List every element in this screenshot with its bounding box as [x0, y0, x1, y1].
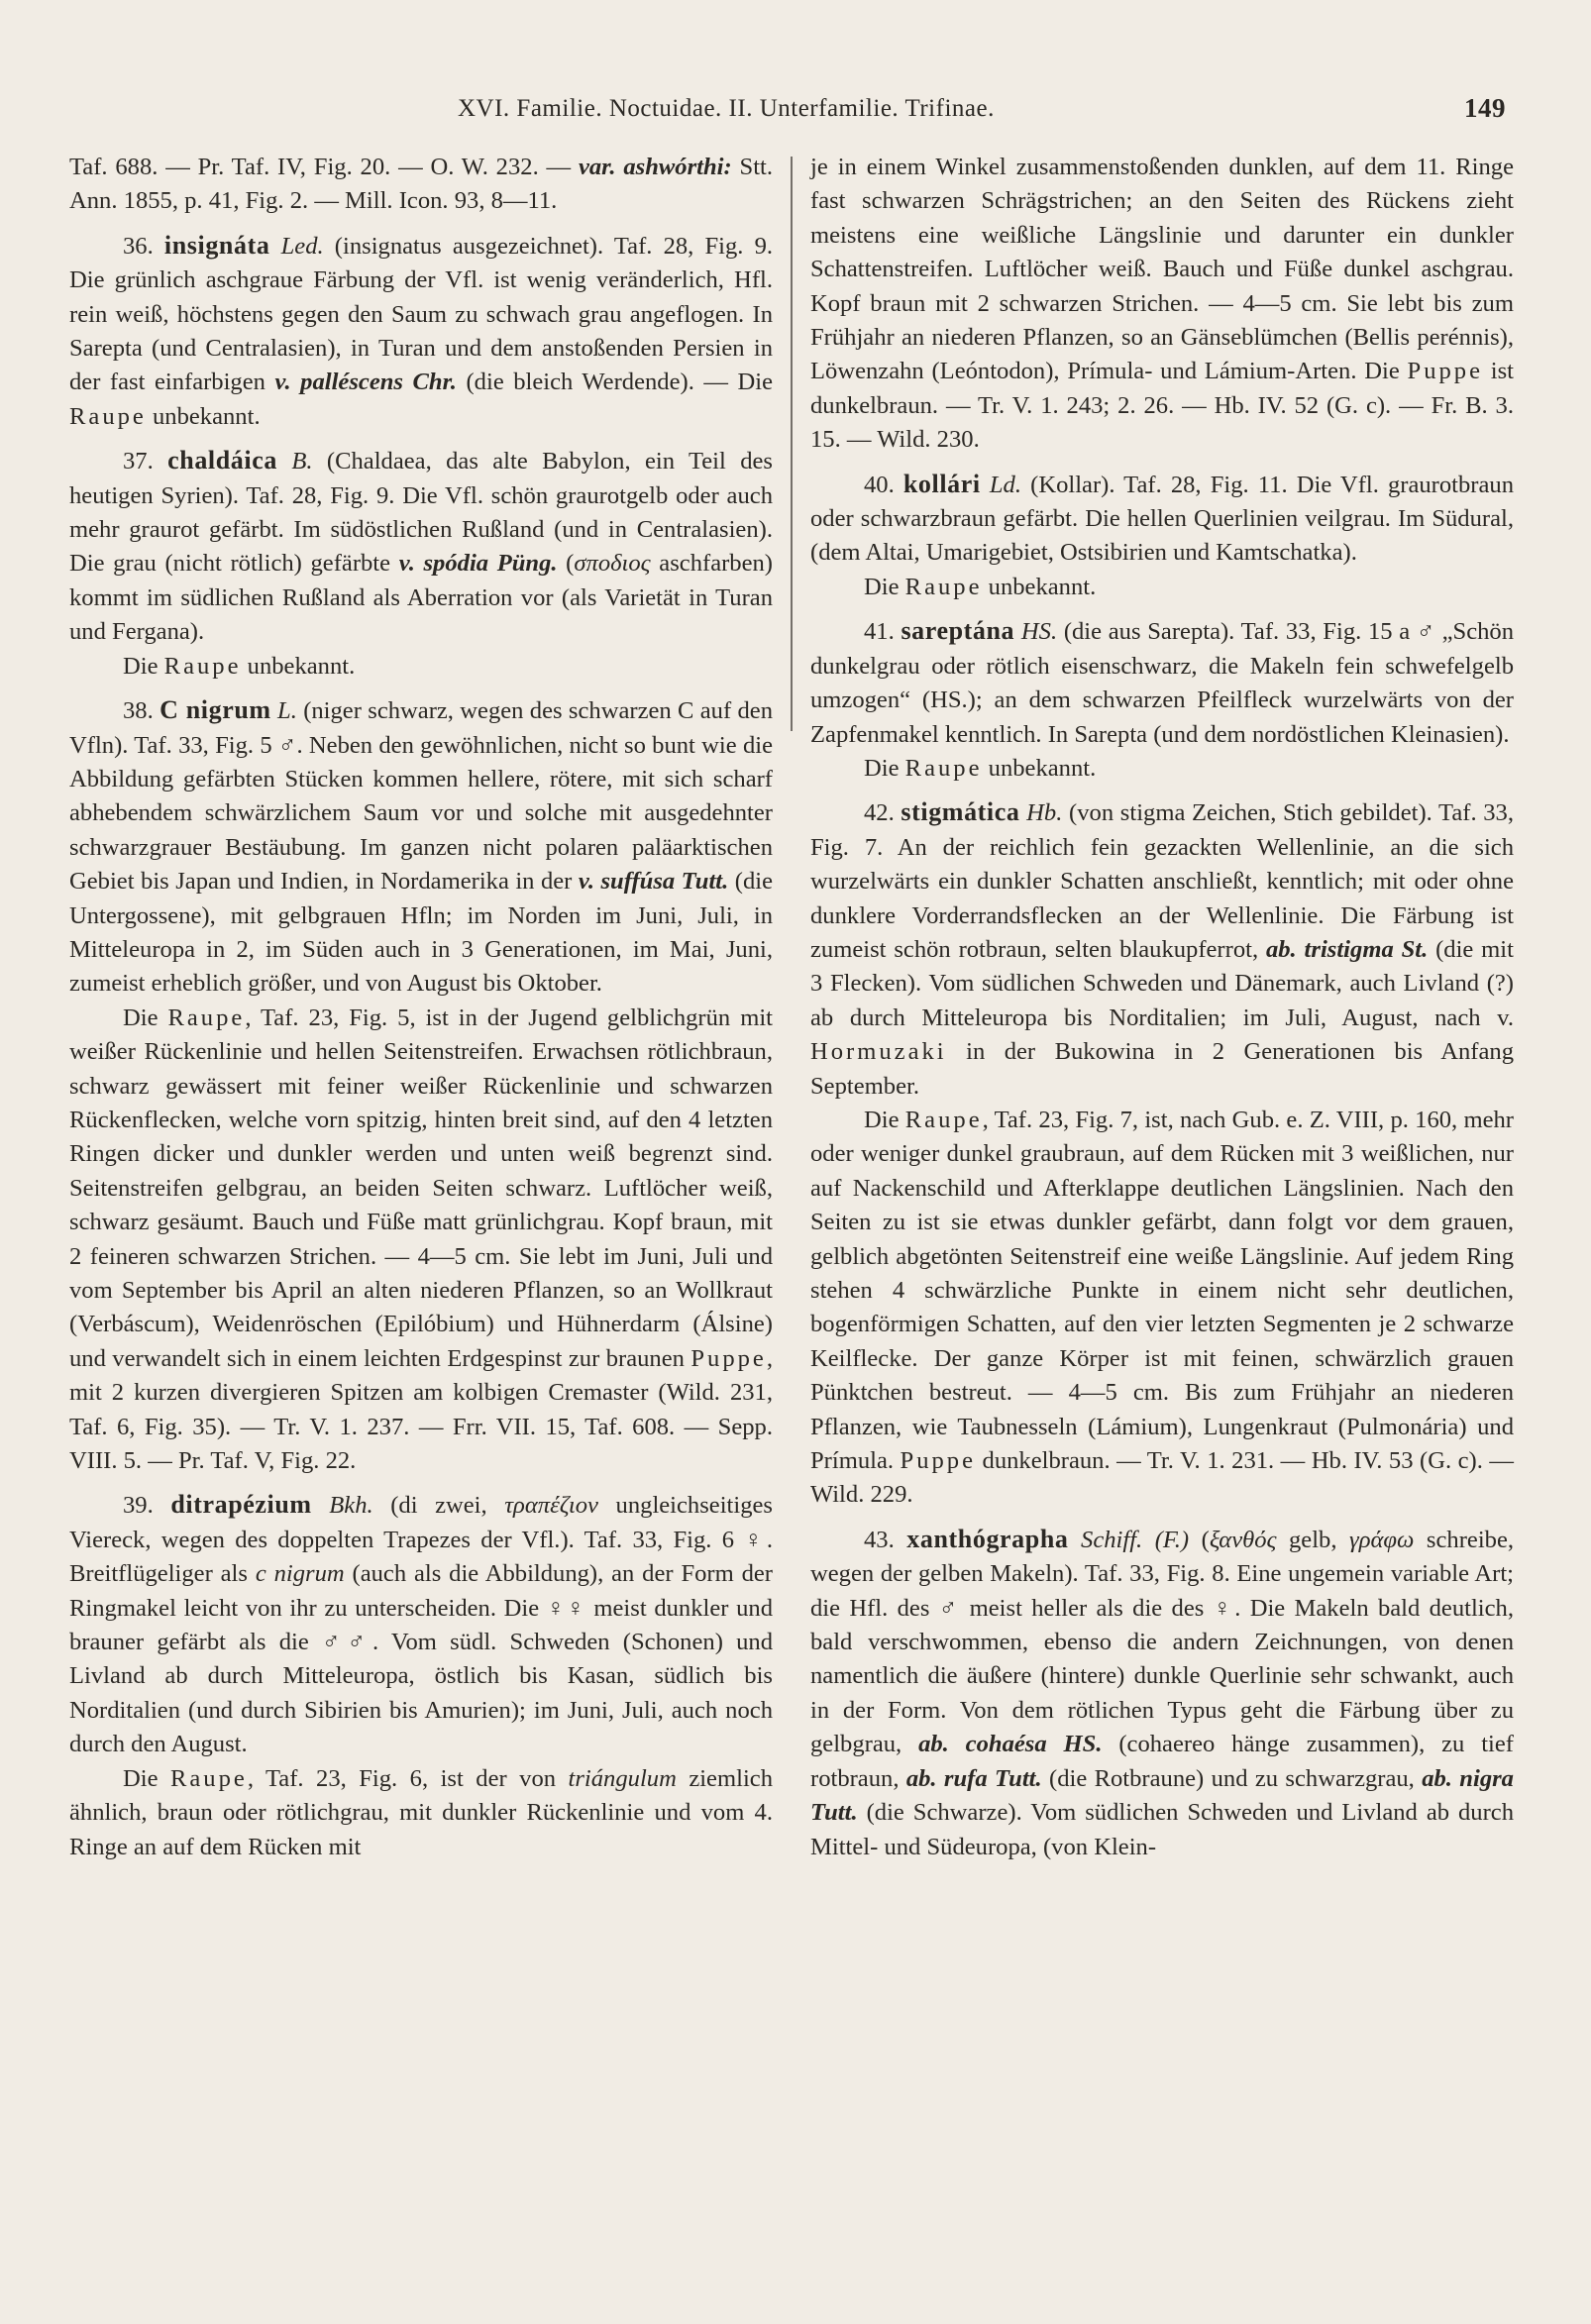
right-column: [810, 151, 1514, 1874]
paragraph: 42. stigmática Hb. (von stigma Zeichen, Stich gebildet). Taf. 33, Fig. 7. An der reichlich fein gezackten Wellenlinie, an die sich wurzelwärts ein dunkler Schatten anschließt, kenntlich; mit oder ohne dunklere Vorderrandsflecken an der Wellenlinie. Die Färbung ist zumeist schön rotbraun, selten blaukupferrot, ab. tristigma St. (die mit 3 Flecken). Vom südlichen Schweden und Dänemark, auch Livland (?) ab durch Mitteleuropa bis Norditalien; im Juli, August, nach v. Hormuzaki in der Bukowina in 2 Generationen bis Anfang September.: [810, 797, 1514, 1100]
paragraph: Die Raupe, Taf. 23, Fig. 6, ist der von triángulum ziemlich ähnlich, braun oder rötlichgrau, mit dunkler Rückenlinie und vom 4. Ringe an auf dem Rücken mit: [69, 1764, 773, 1860]
paragraph: je in einem Winkel zusammenstoßenden dunklen, auf dem 11. Ringe fast schwarzen Schrägstrichen; an den Seiten des Rückens zieht meistens eine weißliche Längslinie und darunter ein dunkler Schattenstreifen. Luftlöcher weiß. Bauch und Füße dunkel aschgrau. Kopf braun mit 2 schwarzen Strichen. — 4—5 cm. Sie lebt bis zum Frühjahr an niederen Pflanzen, so an Gänseblümchen (Bellis perénnis), Löwenzahn (Leóntodon), Prímula- und Lámium-Arten. Die Puppe ist dunkelbraun. — Tr. V. 1. 243; 2. 26. — Hb. IV. 52 (G. c). — Fr. B. 3. 15. — Wild. 230.: [810, 154, 1514, 454]
paragraph: 37. chaldáica B. (Chaldaea, das alte Babylon, ein Teil des heutigen Syrien). Taf. 28, Fig. 9. Die Vfl. schön graurotgelb oder auch mehr graurot gefärbt. Im südöstlichen Rußland (und in Centralasien). Die grau (nicht rötlich) gefärbte v. spódia Püng. (σποδιος aschfarben) kommt im südlichen Rußland als Aberration vor (als Varietät in Turan und Fergana).: [69, 446, 774, 646]
paragraph: 39. ditrapézium Bkh. (di zwei, τραπέζιον ungleichseitiges Viereck, wegen des doppelten Trapezes der Vfl.). Taf. 33, Fig. 6 ♀. Breitflügeliger als c nigrum (auch als die Abbildung), an der Form der Ringmakel leicht von ihr zu unterscheiden. Die ♀♀ meist dunkler und brauner gefärbt als die ♂♂. Vom südl. Schweden (Schonen) und Livland ab durch Mitteleuropa, östlich bis Kasan, südlich bis Norditalien (und durch Sibirien bis Amurien); im Juni, Juli, auch noch durch den August.: [69, 1490, 774, 1758]
paragraph: 43. xanthógrapha Schiff. (F.) (ξανθός gelb, γράφω schreibe, wegen der gelben Makeln). Taf. 33, Fig. 8. Eine ungemein variable Art; die Hfl. des ♂ meist heller als die des ♀. Die Makeln bald deutlich, bald verschwommen, ebenso die andern Zeichnungen, von denen namentlich die äußere (hintere) dunkle Querlinie sehr schwankt, auch in der Form. Von dem rötlichen Typus geht die Färbung über zu gelbgrau, ab. cohaésa HS. (cohaereo hänge zusammen), zu tief rotbraun, ab. rufa Tutt. (die Rotbraune) und zu schwarzgrau, ab. nigra Tutt. (die Schwarze). Vom südlichen Schweden und Livland ab durch Mittel- und Südeuropa, (von Klein-: [810, 1524, 1515, 1860]
page-number: 149: [1464, 93, 1506, 123]
running-header: [69, 91, 1516, 131]
paragraph: Die Raupe unbekannt.: [123, 652, 356, 680]
paragraph: 36. insignáta Led. (insignatus ausgezeichnet). Taf. 28, Fig. 9. Die grünlich aschgraue Färbung der Vfl. ist wenig veränderlich, Hfl. rein weiß, höchstens gegen den Saum zu schwach grau angeflogen. In Sarepta (und Centralasien), in Turan und dem anstoßenden Persien in der fast einfarbigen v. palléscens Chr. (die bleich Werdende). — Die Raupe unbekannt.: [69, 230, 774, 430]
running-title: XVI. Familie. Noctuidae. II. Unterfamilie. Trifinae.: [458, 95, 995, 122]
paragraph: Die Raupe unbekannt.: [864, 573, 1097, 600]
paragraph: 41. sareptána HS. (die aus Sarepta). Taf. 33, Fig. 15 a ♂ „Schön dunkelgrau oder rötlich eisenschwarz, die Makeln fein schwefelgelb umzogen“ (HS.); an dem schwarzen Pfeilfleck wurzelwärts von der Zapfenmakel kenntlich. In Sarepta (und dem nordöstlichen Kleinasien).: [810, 616, 1514, 748]
paragraph: Die Raupe unbekannt.: [864, 754, 1097, 782]
paragraph: Die Raupe, Taf. 23, Fig. 5, ist in der Jugend gelblichgrün mit weißer Rückenlinie und hellen Seitenstreifen. Erwachsen rötlichbraun, schwarz gewässert mit feiner weißer Rückenlinie und schwarzen Rückenflecken, welche vorn spitzig, hinten breit sind, auf den 4 letzten Ringen dicker und dunkler werden und unten weiß begrenzt sind. Seitenstreifen gelbgrau, an beiden Seiten schwarz. Luftlöcher weiß, schwarz gesäumt. Bauch und Füße matt grünlichgrau. Kopf braun, mit 2 feineren schwarzen Strichen. — 4—5 cm. Sie lebt im Juni, Juli und vom September bis April an alten niederen Pflanzen, so an Wollkraut (Verbáscum), Weidenröschen (Epilóbium) und Hühnerdarm (Álsine) und verwandelt sich in einem leichten Erdgespinst zur braunen Puppe, mit 2 kurzen divergieren Spitzen am kolbigen Cremaster (Wild. 231, Taf. 6, Fig. 35). — Tr. V. 1. 237. — Frr. VII. 15, Taf. 608. — Sepp. VIII. 5. — Pr. Taf. V, Fig. 22.: [69, 1004, 773, 1475]
paragraph: 38. C nigrum L. (niger schwarz, wegen des schwarzen C auf den Vfln). Taf. 33, Fig. 5 ♂. Neben den gewöhnlichen, nicht so bunt wie die Abbildung gefärbten Stücken kommen hellere, rötere, mit sich scharf abhebendem schwärzlichem Saum vor und solche mit ausgedehnter schwarzgrauer Bestäubung. Im ganzen nicht polaren paläarktischen Gebiet bis Japan und Indien, in Nordamerika in der v. suffúsa Tutt. (die Untergossene), mit gelbgrauen Hfln; im Norden im Juni, Juli, in Mitteleuropa in 2, im Süden auch in 3 Generationen, im Mai, Juni, zumeist erheblich größer, und von August bis Oktober.: [69, 695, 774, 998]
left-column: [69, 151, 773, 1874]
paragraph: Taf. 688. — Pr. Taf. IV, Fig. 20. — O. W. 232. — var. ashwórthi: Stt. Ann. 1855, p. 41, Fig. 2. — Mill. Icon. 93, 8—11.: [69, 154, 774, 215]
paragraph: 40. kollári Ld. (Kollar). Taf. 28, Fig. 11. Die Vfl. graurotbraun oder schwarzbraun gefärbt. Die hellen Querlinien veilgrau. Im Südural, (dem Altai, Umarigebiet, Ostsibirien und Kamtschatka).: [810, 469, 1515, 567]
column-divider: [791, 157, 793, 731]
paragraph: Die Raupe, Taf. 23, Fig. 7, ist, nach Gub. e. Z. VIII, p. 160, mehr oder weniger dunkel graubraun, auf dem Rücken mit 3 weißlichen, nur auf Nackenschild und Afterklappe deutlichen Längslinien. Nach den Seiten zu ist sie etwas dunkler gefärbt, dann folgt vor dem grauen, gelblich abgetönten Seitenstreif eine weiße Längslinie. Auf jedem Ring stehen 4 schwärzliche Punkte in einem nicht sehr deutlichen, bogenförmigen Schatten, auf den vier letzten Segmenten je 2 schwarze Keilflecke. Der ganze Körper ist mit feinen, schwärzlich grauen Pünktchen bestreut. — 4—5 cm. Bis zum Frühjahr an niederen Pflanzen, wie Taubnesseln (Lámium), Lungenkraut (Pulmonária) und Prímula. Puppe dunkelbraun. — Tr. V. 1. 231. — Hb. IV. 53 (G. c). — Wild. 229.: [810, 1106, 1514, 1509]
